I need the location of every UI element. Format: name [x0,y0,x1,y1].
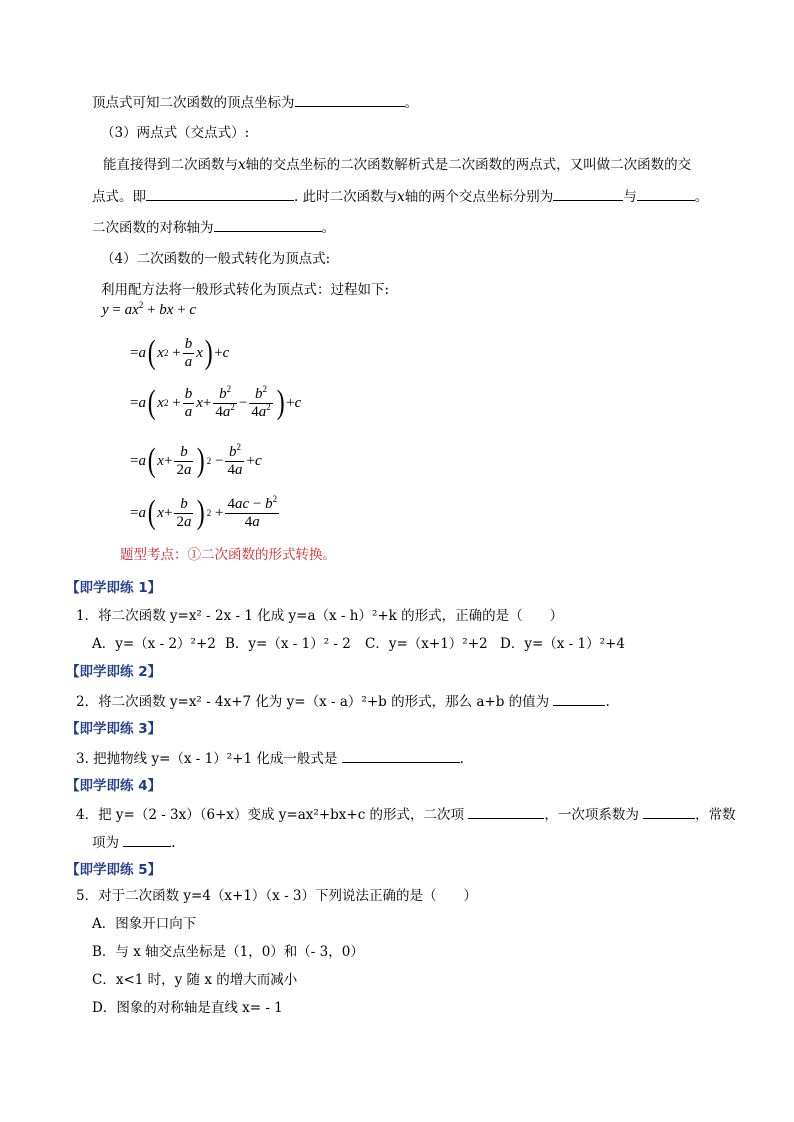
exercise-5-question: 5．对于二次函数 y=4（x+1）（x - 3）下列说法正确的是（ ） [76,888,478,904]
answer-blank[interactable] [146,186,294,201]
derivation-line-4: = a ( x + $\frac{b}{2a}$ ) 2 − $\frac{b^2}{4a}$ + c [130,441,262,479]
text: 项为 [92,835,119,851]
topic-tip: 题型考点：①二次函数的形式转换。 [120,547,336,563]
text: . 此时二次函数与 [294,189,398,205]
text: 。 [404,95,418,111]
text: 点式。即 [92,189,146,205]
text: 2．将二次函数 y=x² - 4x+7 化为 y=（x - a）²+b 的形式，那么 a+b 的值为 [76,694,550,710]
answer-blank[interactable] [123,832,171,847]
exercise-1-question: 1．将二次函数 y=x² - 2x - 1 化成 y=a（x - h）²+k 的形式，正确的是（ ） [76,608,564,624]
text: 能直接得到二次函数与 [103,157,238,173]
answer-blank[interactable] [637,186,695,201]
exercise-5-option-b[interactable]: B．与 x 轴交点坐标是（1，0）和（- 3，0） [92,944,364,960]
var-x: x [238,157,246,173]
answer-blank[interactable] [468,804,544,819]
derivation-line-1: $y = ax^2$ + bx + c [102,300,197,318]
exercise-5-option-c[interactable]: C．x<1 时，y 随 x 的增大而减小 [92,972,298,988]
var-x: x [397,189,405,205]
two-point-formula-line [92,186,708,207]
derivation-line-3: = a ( x 2 + $\frac{b}{a}$ x + $\frac{b^2}{4a^2}$ − $\frac{b^2}{4a^2}$ ) + c [130,383,302,421]
exercise-4-header: 【即学即练 4】 [66,778,162,794]
text: . [171,835,176,851]
answer-blank[interactable] [553,691,605,706]
exercise-1-option-d[interactable]: D．y=（x - 1）²+4 [500,636,625,652]
vertex-coordinate-line [92,92,418,113]
text: 轴的两个交点坐标分别为 [404,189,554,205]
answer-blank[interactable] [643,804,695,819]
text: 3. 把抛物线 y=（x - 1）²+1 化成一般式是 [76,751,338,767]
exercise-2-header: 【即学即练 2】 [66,664,162,680]
axis-of-symmetry-line [92,217,335,238]
exercise-1-option-a[interactable]: A．y=（x - 2）²+2 [92,636,216,652]
exercise-5-header: 【即学即练 5】 [66,862,162,878]
answer-blank[interactable] [342,748,460,763]
exercise-5-option-d[interactable]: D．图象的对称轴是直线 x= - 1 [92,1000,283,1016]
section-4-intro: 利用配方法将一般形式转化为顶点式：过程如下: [101,282,390,298]
text: 。 [694,189,709,205]
answer-blank[interactable] [553,186,623,201]
text: ，一次项系数为 [544,807,639,823]
text: 。 [321,220,335,236]
section-4-title: （4）二次函数的一般式转化为顶点式: [101,251,331,267]
text: . [459,751,464,767]
text: ，常数 [695,807,736,823]
text: 二次函数的对称轴为 [92,220,214,236]
text: 与 [623,189,637,205]
text: . [605,694,610,710]
section-3-title: （3）两点式（交点式）: [101,125,250,141]
exercise-4-question [76,804,736,825]
exercise-2-question [76,691,610,712]
text: 4．把 y=（2 - 3x）（6+x）变成 y=ax²+bx+c 的形式，二次项 [76,807,465,823]
exercise-4-question-cont [92,832,176,853]
derivation-line-5: = a ( x + $\frac{b}{2a}$ ) 2 + $\frac{4ac - b^2}{4a}$ [130,493,278,531]
exercise-1-option-c[interactable]: C．y=（x+1）²+2 [365,636,488,652]
exercise-3-question [76,748,464,769]
derivation-line-2: = a ( x 2 + $\frac{b}{a}$ x ) + c [130,334,230,371]
answer-blank[interactable] [214,217,322,232]
text: 轴的交点坐标的二次函数解析式是二次函数的两点式，又叫做二次函数的交 [245,157,692,173]
exercise-1-option-b[interactable]: B．y=（x - 1）² - 2 [225,636,351,652]
exercise-3-header: 【即学即练 3】 [66,721,162,737]
text: 顶点式可知二次函数的顶点坐标为 [92,95,295,111]
exercise-1-header: 【即学即练 1】 [66,580,162,596]
answer-blank[interactable] [295,92,405,107]
exercise-5-option-a[interactable]: A．图象开口向下 [92,916,197,932]
two-point-description [103,155,691,175]
